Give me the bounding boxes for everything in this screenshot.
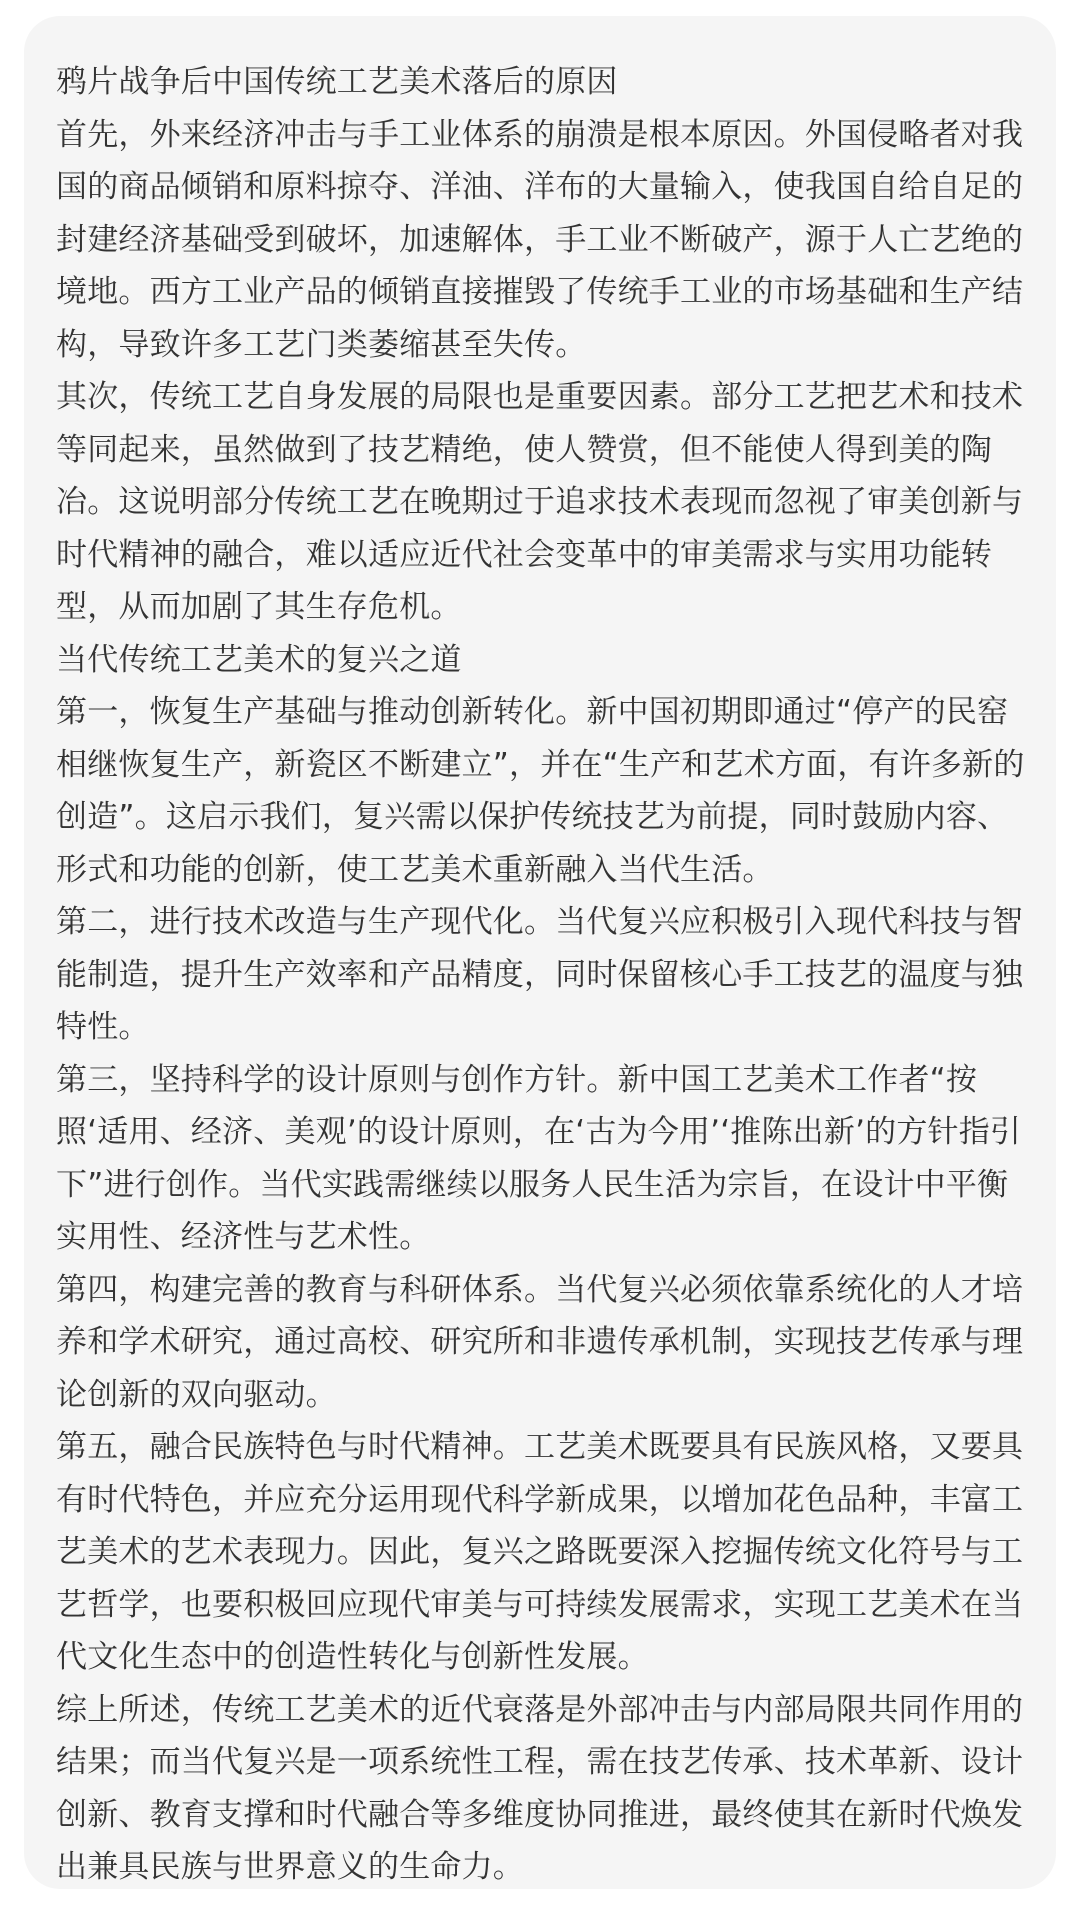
section-heading-causes: 鸦片战争后中国传统工艺美术落后的原因 — [56, 64, 618, 100]
paragraph-conclusion: 综上所述，传统工艺美术的近代衰落是外部冲击与内部局限共同作用的结果；而当代复兴是一项系统性工程，需在技艺传承、技术革新、设计创新、教育支撑和时代融合等多维度协同推进，最终使其在新时代焕发出兼具民族与世界意义的生命力。 — [56, 1691, 1024, 1885]
document-body — [56, 56, 1028, 1894]
paragraph-revival-second: 第二，进行技术改造与生产现代化。当代复兴应积极引入现代科技与智能制造，提升生产效率和产品精度，同时保留核心手工技艺的温度与独特性。 — [56, 904, 1024, 1045]
paragraph-first-cause: 首先，外来经济冲击与手工业体系的崩溃是根本原因。外国侵略者对我国的商品倾销和原料掠夺、洋油、洋布的大量输入，使我国自给自足的封建经济基础受到破坏，加速解体，手工业不断破产，源于人亡艺绝的境地。西方工业产品的倾销直接摧毁了传统手工业的市场基础和生产结构，导致许多工艺门类萎缩甚至失传。 — [56, 116, 1024, 363]
paragraph-revival-first: 第一，恢复生产基础与推动创新转化。新中国初期即通过“停产的民窑相继恢复生产，新瓷区不断建立”，并在“生产和艺术方面，有许多新的创造”。这启示我们，复兴需以保护传统技艺为前提，同时鼓励内容、形式和功能的创新，使工艺美术重新融入当代生活。 — [56, 694, 1025, 888]
paragraph-revival-fifth: 第五，融合民族特色与时代精神。工艺美术既要具有民族风格，又要具有时代特色，并应充分运用现代科学新成果，以增加花色品种，丰富工艺美术的艺术表现力。因此，复兴之路既要深入挖掘传统文化符号与工艺哲学，也要积极回应现代审美与可持续发展需求，实现工艺美术在当代文化生态中的创造性转化与创新性发展。 — [56, 1429, 1024, 1675]
section-heading-revival: 当代传统工艺美术的复兴之道 — [56, 641, 462, 678]
paragraph-second-cause: 其次，传统工艺自身发展的局限也是重要因素。部分工艺把艺术和技术等同起来，虽然做到了技艺精绝，使人赞赏，但不能使人得到美的陶冶。这说明部分传统工艺在晚期过于追求技术表现而忽视了审美创新与时代精神的融合，难以适应近代社会变革中的审美需求与实用功能转型，从而加剧了其生存危机。 — [56, 379, 1024, 625]
text-card — [24, 16, 1056, 1889]
paragraph-revival-fourth: 第四，构建完善的教育与科研体系。当代复兴必须依靠系统化的人才培养和学术研究，通过高校、研究所和非遗传承机制，实现技艺传承与理论创新的双向驱动。 — [56, 1271, 1024, 1413]
paragraph-revival-third: 第三，坚持科学的设计原则与创作方针。新中国工艺美术工作者“按照‘适用、经济、美观’的设计原则，在‘古为今用’‘推陈出新’的方针指引下”进行创作。当代实践需继续以服务人民生活为宗旨，在设计中平衡实用性、经济性与艺术性。 — [56, 1061, 1022, 1255]
